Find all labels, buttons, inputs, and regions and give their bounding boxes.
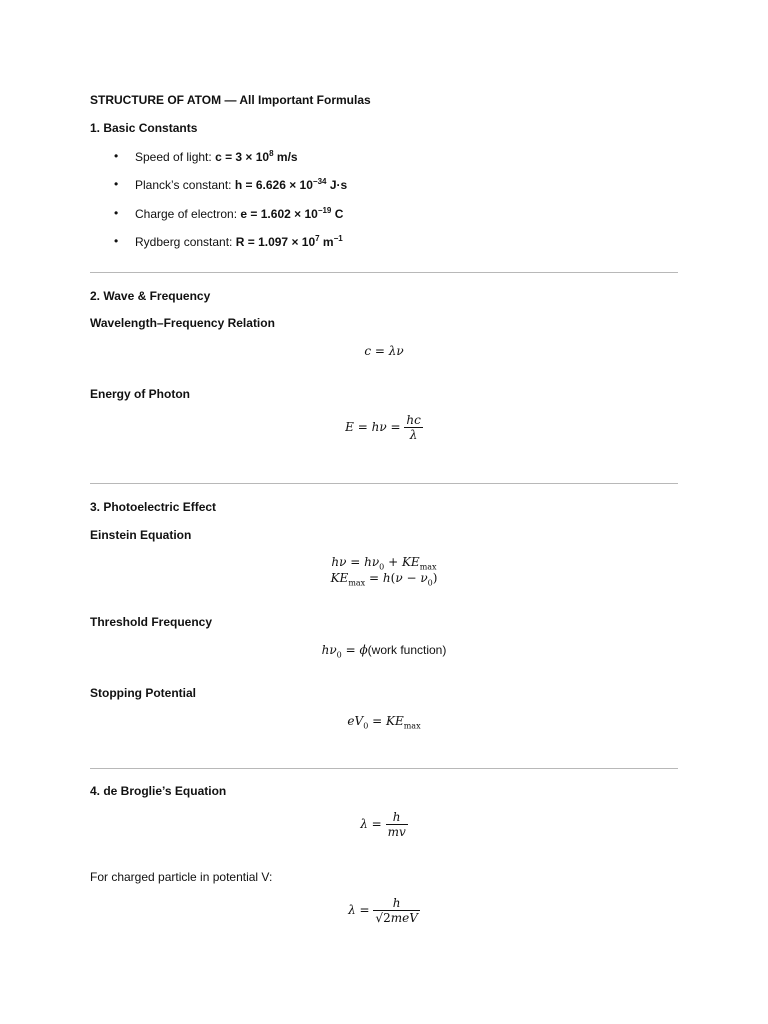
bullet-icon: • [114,149,119,163]
equation-einstein: $h\nu = h\nu_0 + KE_{max}$ [331,555,437,572]
list-item: Rydberg constant: $R = 1.097 \times 10^7$ $m^{-1}$ [135,234,343,249]
subheading-energy-of-photon: Energy of Photon [90,387,190,401]
divider [90,768,678,769]
equation-ke-max: $KE_{max} = h(\nu - \nu_0)$ [330,571,438,588]
section-heading-wave-frequency: 2. Wave & Frequency [90,289,211,303]
work-function-note: (work function) [367,643,447,657]
equation-photon-energy: E = hν = $\frac{hc}{\lambda}$ [345,413,421,442]
list-item: Speed of light: $c = 3 \times 10^8$ m/s [135,149,298,164]
divider [90,272,678,273]
equation-threshold: $h\nu_0$ = ϕ(work function) [321,643,447,660]
section-heading-photoelectric: 3. Photoelectric Effect [90,500,217,514]
equation-c-lambda-nu: c = λν [364,344,404,358]
list-item: Charge of electron: $e = 1.602 \times 10^{-19}$ C [135,206,344,221]
equation-de-broglie-charged: λ = $\frac{h}{\text{√2meV}}$ [348,896,418,925]
subheading-stopping-potential: Stopping Potential [90,686,196,700]
section-heading-basic-constants: 1. Basic Constants [90,121,198,135]
equation-stopping-potential: $eV_0 = KE_{max}$ [347,714,421,731]
subheading-einstein-equation: Einstein Equation [90,528,192,542]
note-charged-particle: For charged particle in potential V: [90,870,273,884]
bullet-icon: • [114,177,119,191]
subheading-wavelength-frequency: Wavelength–Frequency Relation [90,316,275,330]
equation-de-broglie: λ = $\frac{h}{mv}$ [360,810,406,839]
section-heading-de-broglie: 4. de Broglie’s Equation [90,784,227,798]
bullet-icon: • [114,234,119,248]
divider [90,483,678,484]
subheading-threshold-frequency: Threshold Frequency [90,615,213,629]
list-item: Planck’s constant: $h = 6.626 \times 10^{-34}$ J·s [135,177,348,192]
bullet-icon: • [114,206,119,220]
document-title: STRUCTURE OF ATOM — All Important Formulas [90,93,371,107]
